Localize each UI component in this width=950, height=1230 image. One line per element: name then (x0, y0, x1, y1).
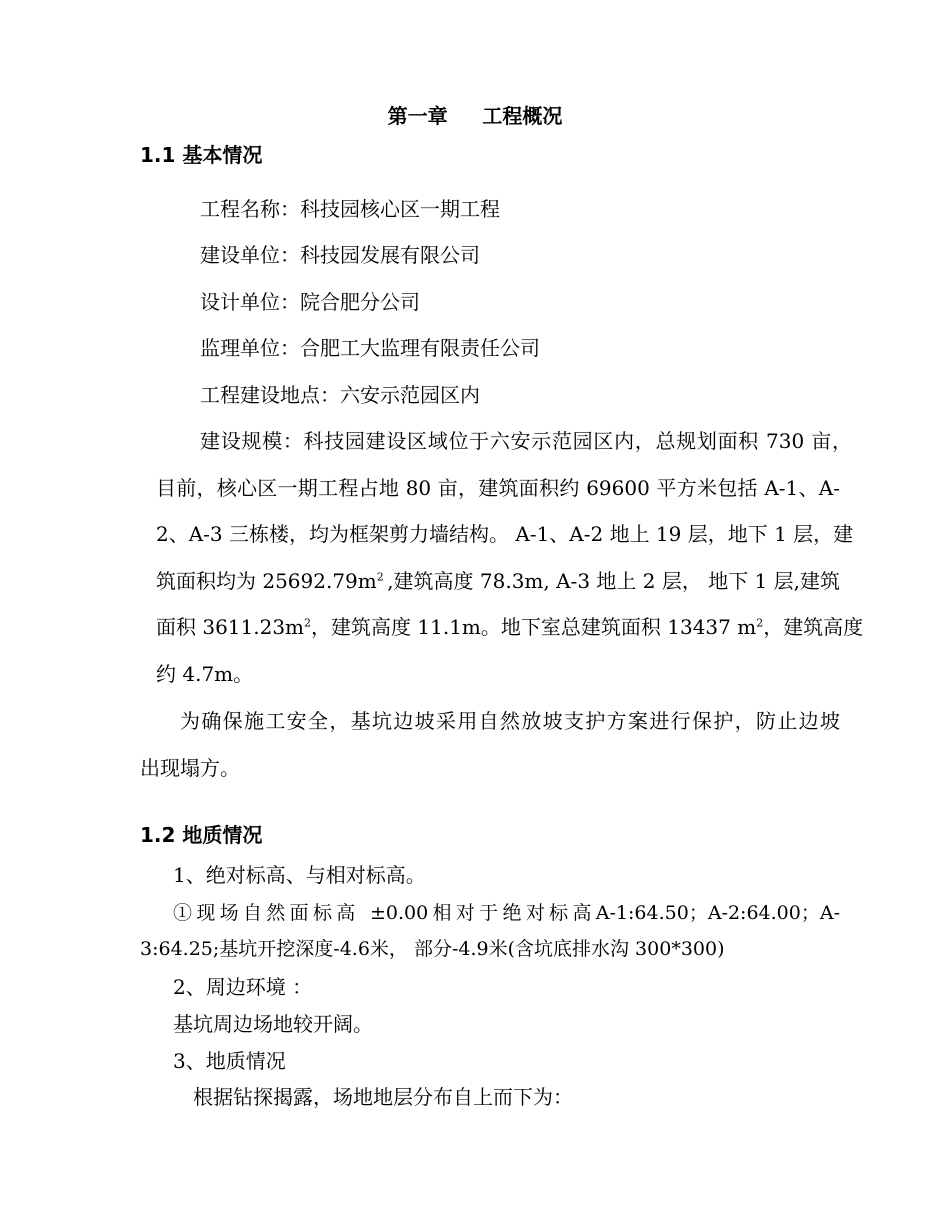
section-heading-1-1: 1.1 基本情况 (140, 143, 263, 167)
scale-line-3: 2、A-3 三栋楼，均为框架剪力墙结构。 A-1、A-2 地上 19 层，地下 1 层，建 (156, 522, 854, 546)
owner-line: 建设单位：科技园发展有限公司 (200, 243, 480, 267)
section-heading-1-2: 1.2 地质情况 (140, 823, 263, 847)
scale-line-1: 建设规模：科技园建设区域位于六安示范园区内，总规划面积 730 亩， (200, 429, 852, 453)
scale-line-2: 目前，核心区一期工程占地 80 亩，建筑面积约 69600 平方米包括 A-1、A- (156, 476, 840, 500)
scale-line-4-b: ,建筑高度 78.3m, A-3 地上 2 层， 地下 1 层,建筑 (387, 569, 840, 593)
superscript-2: 2 (304, 616, 312, 630)
scale-line-6: 约 4.7m。 (156, 662, 254, 686)
item3-title: 3、地质情况 (173, 1049, 286, 1073)
designer-line: 设计单位：院合肥分公司 (200, 290, 420, 314)
superscript-2: 2 (756, 616, 764, 630)
chapter-title: 第一章 工程概况 (387, 104, 563, 128)
superscript-2: 2 (376, 570, 384, 584)
scale-line-4 (156, 566, 840, 596)
item3-text: 根据钻探揭露，场地地层分布自上而下为： (193, 1085, 573, 1109)
item1-line2: 3:64.25;基坑开挖深度-4.6米， 部分-4.9米(含坑底排水沟 300*300) (140, 938, 725, 960)
supervisor-line: 监理单位：合肥工大监理有限责任公司 (200, 336, 540, 360)
item2-text: 基坑周边场地较开阔。 (173, 1012, 373, 1036)
scale-line-4-a: 筑面积均为 $25692.79m^2$ (156, 569, 384, 593)
project-name-line: 工程名称：科技园核心区一期工程 (200, 197, 500, 221)
item2-title: 2、周边环境 ： (173, 975, 313, 999)
item1-title: 1、绝对标高、与相对标高。 (173, 863, 426, 887)
scale-line-5 (156, 612, 864, 642)
location-line: 工程建设地点：六安示范园区内 (200, 383, 480, 407)
safety-line-1: 为确保施工安全，基坑边坡采用自然放坡支护方案进行保护，防止边坡 (180, 709, 840, 733)
scale-line-5-a: 面积 $3611.23m^2$，建筑高度 11.1m。地下室总建筑面积 13437 $m^2$ (156, 615, 764, 639)
safety-line-2: 出现塌方。 (140, 756, 240, 780)
scale-line-5-b: ，建筑高度 (763, 615, 864, 639)
item1-line1: ①现场自然面标高 ±0.00相对于绝对标高A-1:64.50；A-2:64.00；A- (173, 902, 840, 924)
